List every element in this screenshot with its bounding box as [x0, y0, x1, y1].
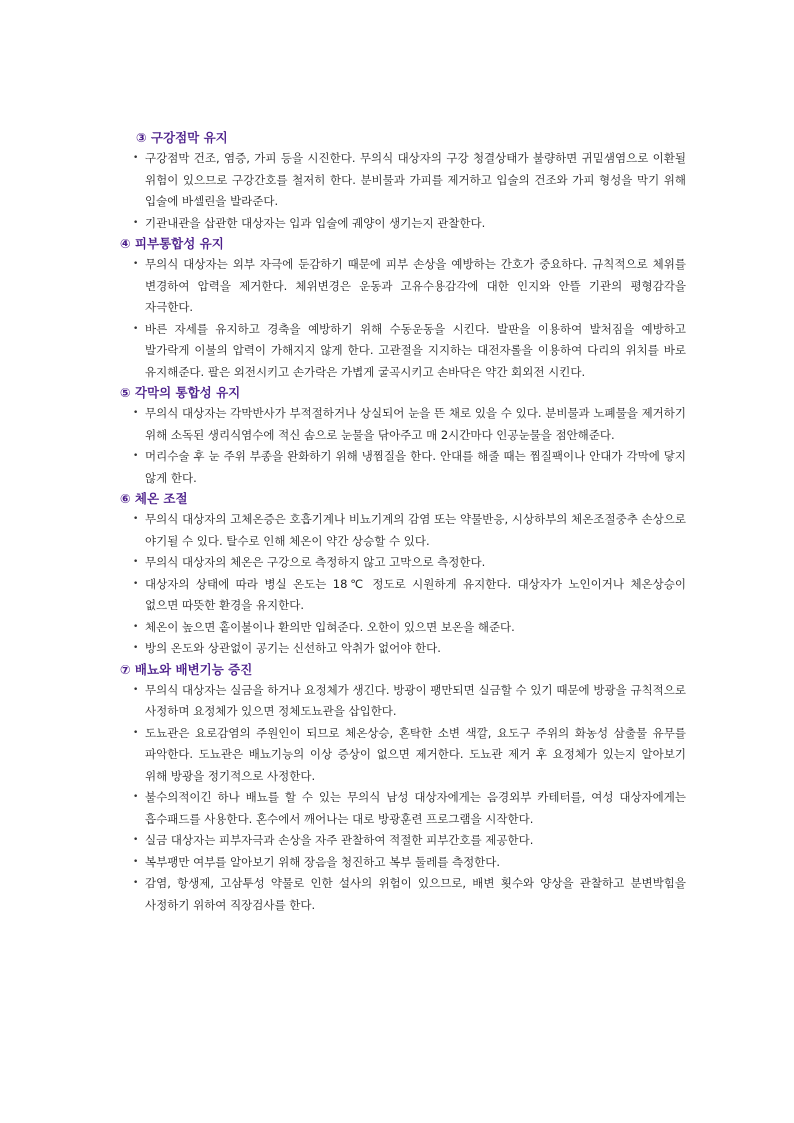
bullet-icon: • [133, 621, 139, 632]
list-item-text: 불수의적이긴 하나 배뇨를 할 수 있는 무의식 남성 대상자에게는 음경외부 카테터를, 여성 대상자에게는 흡수패드를 사용한다. 혼수에서 깨어나는 대로 방광훈련 프로그램을 시작한다. [145, 790, 686, 826]
bullet-icon: • [133, 792, 139, 802]
list-item [120, 254, 686, 319]
list-item-text: 감염, 항생제, 고삼투성 약물로 인한 설사의 위험이 있으므로, 배변 횟수와 양상을 관찰하고 분변박힘을 사정하기 위하여 직장검사를 한다. [145, 876, 686, 912]
list-item [120, 787, 686, 830]
bullet-icon: • [133, 217, 139, 228]
bullet-icon: • [133, 557, 139, 567]
bullet-icon: • [133, 727, 139, 738]
list-item-text: 복부팽만 여부를 알아보기 위해 장음을 청진하고 복부 둘레를 측정한다. [145, 854, 501, 869]
bullet-icon: • [133, 323, 139, 334]
section-cornea-integrity [120, 383, 686, 489]
bullet-icon: • [133, 408, 139, 418]
list-item [120, 852, 686, 874]
bullet-icon: • [133, 835, 139, 845]
list-item [120, 446, 686, 489]
list-item [120, 552, 686, 574]
section-temperature-control [120, 489, 686, 660]
list-item [120, 830, 686, 852]
section-oral-mucosa [120, 128, 686, 234]
list-item-text: 바른 자세를 유지하고 경축을 예방하기 위해 수동운동을 시킨다. 발판을 이용하여 발처짐을 예방하고 발가락게 이불의 압력이 가해지지 않게 한다. 고관절을 지지하는 대전자롤을 이용하여 다리의 위치를 바로 유지해준다. 팔은 외전시키고 손가락은 가볍게 굴곡시키고 손바닥은 약간 회외전 시킨다. [145, 321, 686, 379]
list-item [120, 723, 686, 788]
section-elimination-function [120, 660, 686, 917]
section-title: ④ 피부통합성 유지 [120, 236, 224, 251]
list-item-text: 도뇨관은 요로감염의 주원인이 되므로 체온상승, 혼탁한 소변 색깔, 요도구 주위의 화농성 삼출물 유무를 파악한다. 도뇨관은 배뇨기능의 이상 증상이 없으면 제거한다. 도뇨관 제거 후 요정체가 있는지 알아보기 위해 방광을 정기적으로 사정한다. [145, 725, 686, 783]
list-item [120, 319, 686, 384]
list-item [120, 873, 686, 916]
list-item-text: 머리수술 후 눈 주위 부종을 완화하기 위해 냉찜질을 한다. 안대를 해줄 때는 찜질팩이나 안대가 각막에 닿지 않게 한다. [145, 449, 686, 485]
list-item [120, 638, 686, 660]
list-item-text: 무의식 대상자는 외부 자극에 둔감하기 때문에 피부 손상을 예방하는 간호가 중요하다. 규칙적으로 체위를 변경하여 압력을 제거한다. 체위변경은 운동과 고유수용감각에 대한 인지와 안뜰 기관의 평형감각을 자극한다. [145, 257, 686, 314]
bullet-icon: • [133, 643, 139, 653]
section-title: ⑤ 각막의 통합성 유지 [120, 385, 241, 400]
bullet-icon: • [133, 578, 139, 589]
list-item [120, 403, 686, 446]
list-item-text: 무의식 대상자의 체온은 구강으로 측정하지 않고 고막으로 측정한다. [145, 555, 486, 569]
list-item [120, 213, 686, 235]
bullet-icon: • [133, 259, 139, 269]
list-item [120, 680, 686, 723]
list-item [120, 148, 686, 213]
list-item [120, 509, 686, 552]
section-title: ③ 구강점막 유지 [136, 130, 228, 145]
section-title: ⑥ 체온 조절 [120, 491, 188, 506]
bullet-icon: • [133, 451, 139, 461]
list-item-text: 실금 대상자는 피부자극과 손상을 자주 관찰하여 적절한 피부간호를 제공한다. [145, 833, 534, 847]
document-body [120, 128, 686, 916]
list-item-text: 무의식 대상자는 실금을 하거나 요정체가 생긴다. 방광이 팽만되면 실금할 수 있기 때문에 방광을 규칙적으로 사정하며 요정체가 있으면 정체도뇨관을 삽입한다. [145, 682, 686, 718]
bullet-icon: • [133, 684, 139, 695]
list-item-text: 무의식 대상자의 고체온증은 호흡기계나 비뇨기계의 감염 또는 약물반응, 시상하부의 체온조절중추 손상으로 야기될 수 있다. 탈수로 인해 체온이 약간 상승할 수 있다. [145, 512, 686, 548]
section-skin-integrity [120, 234, 686, 383]
bullet-icon: • [133, 153, 139, 163]
section-title: ⑦ 배뇨와 배변기능 증진 [120, 661, 253, 677]
list-item-text: 기관내관을 삽관한 대상자는 입과 입술에 궤양이 생기는지 관찰한다. [145, 215, 486, 230]
bullet-icon: • [133, 514, 139, 524]
list-item-text: 무의식 대상자는 각막반사가 부적절하거나 상실되어 눈을 뜬 채로 있을 수 있다. 분비물과 노폐물을 제거하기 위해 소독된 생리식염수에 적신 솜으로 눈물을 닦아주고 매 2시간마다 인공눈물을 점안해준다. [145, 406, 686, 442]
bullet-icon: • [133, 878, 139, 888]
list-item-text: 방의 온도와 상관없이 공기는 신선하고 악취가 없어야 한다. [145, 641, 441, 655]
list-item [120, 617, 686, 639]
list-item-text: 구강점막 건조, 염증, 가피 등을 시진한다. 무의식 대상자의 구강 청결상태가 불량하면 귀밑샘염으로 이환될 위험이 있으므로 구강간호를 철저히 한다. 분비물과 가피를 제거하고 입술의 건조와 가피 형성을 막기 위해 입술에 바셀린을 발라준다. [145, 151, 687, 208]
list-item-text: 체온이 높으면 홑이불이나 환의만 입혀준다. 오한이 있으면 보온을 해준다. [145, 619, 515, 634]
list-item-text: 대상자의 상태에 따라 병실 온도는 18℃ 정도로 시원하게 유지한다. 대상자가 노인이거나 체온상승이 없으면 따뜻한 환경을 유지한다. [145, 576, 686, 612]
list-item [120, 574, 686, 617]
bullet-icon: • [133, 856, 139, 867]
